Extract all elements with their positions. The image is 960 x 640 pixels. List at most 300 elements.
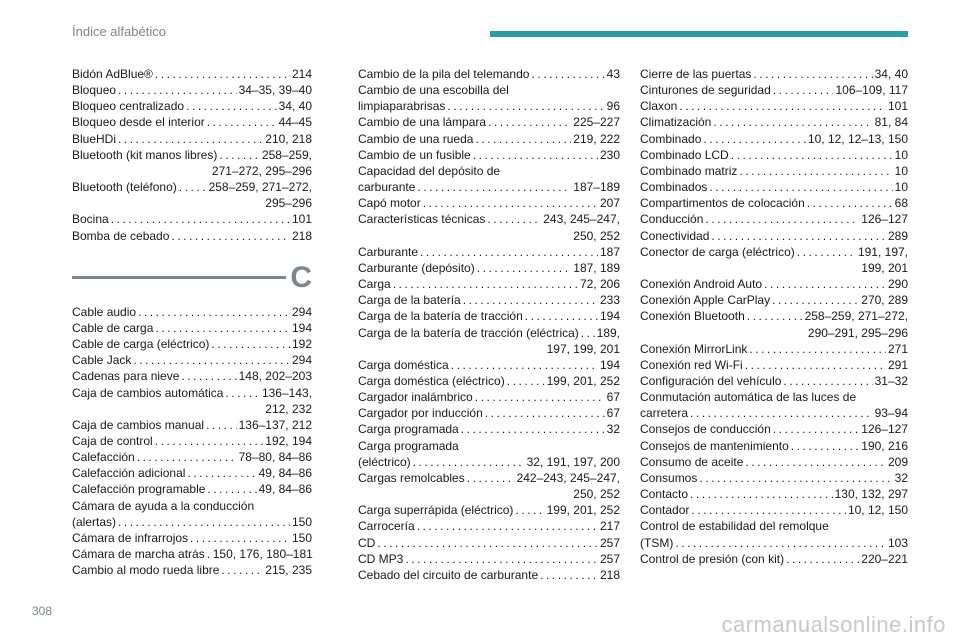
index-entry-row — [358, 454, 620, 470]
index-entry-pages: 49, 84–86 — [258, 466, 312, 481]
index-entry-text: Caja de control — [72, 433, 153, 448]
index-entry — [640, 551, 908, 567]
index-entry-text: Contador — [640, 503, 690, 518]
index-entry-pages-continued: 250, 252 — [573, 228, 620, 243]
index-entry — [640, 114, 908, 130]
dot-leader — [473, 147, 598, 163]
dot-leader — [477, 260, 572, 276]
index-entry-text: Capó motor — [358, 196, 421, 211]
dot-leader — [447, 98, 604, 114]
index-entry-text: Conexión Bluetooth — [640, 309, 745, 324]
index-entry-text: Capacidad del depósito de — [358, 163, 501, 178]
index-entry-pages: 194 — [291, 320, 312, 335]
index-entry-row — [640, 535, 908, 551]
index-entry — [358, 82, 620, 114]
index-entry-row — [358, 195, 620, 211]
index-entry-pages: 101 — [887, 99, 908, 114]
dot-leader — [745, 454, 886, 470]
index-entry — [358, 163, 620, 195]
index-entry-text: Cámara de infrarrojos — [72, 530, 189, 545]
index-entry — [72, 449, 312, 465]
index-entry-text: Carga — [358, 277, 391, 292]
index-entry-pages: 190, 216 — [861, 438, 908, 453]
index-entry — [640, 502, 908, 518]
index-entry-pages: 10 — [894, 147, 908, 162]
index-entry-text: Compartimentos de colocación — [640, 196, 805, 211]
index-entry — [358, 357, 620, 373]
index-entry-text: Cebado del circuito de carburante — [358, 567, 539, 582]
index-entry-pages: 242–243, 245–247, — [516, 470, 620, 485]
index-entry — [640, 211, 908, 227]
index-entry-row — [358, 292, 620, 308]
index-entry — [72, 320, 312, 336]
index-entry-pages: 271 — [887, 341, 908, 356]
dot-leader — [487, 211, 541, 227]
index-entry-row — [640, 82, 908, 98]
index-entry-pages: 207 — [599, 196, 620, 211]
index-entry-text: Configuración del vehículo — [640, 373, 782, 388]
index-entry-text: Caja de cambios automática — [72, 385, 224, 400]
index-entry-text: Cambio al modo rueda libre — [72, 563, 220, 578]
index-entry-row — [72, 228, 312, 244]
dot-leader — [423, 195, 598, 211]
index-column-2 — [358, 66, 620, 583]
index-entry-pages: 258–259, 271–272, — [208, 180, 312, 195]
index-entry-row — [358, 276, 620, 292]
dot-leader — [413, 454, 525, 470]
dot-leader — [405, 551, 598, 567]
index-entry-row — [640, 421, 908, 437]
index-entry-pages-continued: 295–296 — [265, 196, 312, 211]
dot-leader — [783, 373, 872, 389]
index-column-1 — [72, 66, 312, 578]
index-entry-row — [358, 567, 620, 583]
index-entry-row — [72, 530, 312, 546]
index-entry-pages: 258–259, 271–272, — [804, 309, 908, 324]
index-entry-text: Cable de carga (eléctrico) — [72, 337, 210, 352]
index-entry-text: Combinado — [640, 131, 702, 146]
index-entry-text: Climatización — [640, 115, 712, 130]
index-entry — [640, 66, 908, 82]
index-entry-text: Carga doméstica (eléctrico) — [358, 373, 505, 388]
dot-leader — [797, 244, 856, 260]
index-entry — [640, 82, 908, 98]
index-entry-row — [358, 518, 620, 534]
index-entry-pages: 32 — [894, 470, 908, 485]
dot-leader — [753, 66, 872, 82]
index-entry-pages: 31–32 — [874, 373, 908, 388]
index-entry-row — [358, 421, 620, 437]
index-entry-text: (eléctrico) — [358, 454, 411, 469]
index-entry-row — [358, 470, 620, 486]
index-entry — [358, 276, 620, 292]
index-entry — [358, 244, 620, 260]
index-entry — [640, 438, 908, 454]
index-entry-text: Bloqueo centralizado — [72, 99, 185, 114]
index-entry-pages: 32, 191, 197, 200 — [526, 454, 620, 469]
dot-leader — [699, 470, 892, 486]
index-entry-pages: 96 — [606, 99, 620, 114]
dot-leader — [393, 276, 578, 292]
index-entry — [72, 530, 312, 546]
dot-leader — [764, 276, 886, 292]
dot-leader — [488, 114, 571, 130]
index-entry-text: Características técnicas — [358, 212, 486, 227]
dot-leader — [709, 179, 892, 195]
index-entry-text: Cinturones de seguridad — [640, 83, 771, 98]
index-entry-row — [358, 147, 620, 163]
index-entry — [358, 114, 620, 130]
index-entry — [640, 98, 908, 114]
index-entry-text: Carrocería — [358, 519, 415, 534]
index-entry-text: Cambio de una escobilla del — [358, 83, 509, 98]
index-entry-text: Cámara de ayuda a la conducción — [72, 498, 255, 513]
index-entry-row — [72, 417, 312, 433]
index-entry-pages: 10, 12, 150 — [847, 503, 908, 518]
index-entry-row — [358, 211, 620, 227]
index-entry-pages: 194 — [599, 309, 620, 324]
index-entry-text: Cargador inalámbrico — [358, 390, 473, 405]
index-entry-text: carburante — [358, 180, 416, 195]
index-entry — [72, 433, 312, 449]
index-entry-text: Carburante (depósito) — [358, 260, 475, 275]
index-entry-text: Carga superrápida (eléctrico) — [358, 503, 514, 518]
index-entry-pages: 294 — [291, 304, 312, 319]
dot-leader — [773, 82, 834, 98]
index-entry-row — [640, 98, 908, 114]
index-entry — [640, 292, 908, 308]
index-entry-text: Consumo de aceite — [640, 454, 744, 469]
dot-leader — [225, 385, 260, 401]
dot-leader — [155, 66, 290, 82]
index-entry-row — [72, 179, 312, 195]
index-entry-pages: 34–35, 39–40 — [238, 83, 312, 98]
index-entry-text: limpiaparabrisas — [358, 99, 446, 114]
index-entry-pages: 215, 235 — [265, 563, 312, 578]
index-entry-pages: 101 — [291, 212, 312, 227]
index-entry — [358, 502, 620, 518]
index-entry-text: BlueHDi — [72, 131, 117, 146]
index-entry-pages: 43 — [606, 67, 620, 81]
index-entry — [640, 470, 908, 486]
index-entry-row — [640, 357, 908, 373]
index-entry-pages-continued: 250, 252 — [573, 487, 620, 502]
index-entry-pages: 192 — [291, 337, 312, 352]
index-entry — [358, 147, 620, 163]
index-entry — [358, 66, 620, 82]
index-entry-pages: 10 — [894, 163, 908, 178]
dot-leader — [417, 179, 571, 195]
dot-leader — [118, 131, 263, 147]
index-entry-pages: 199, 201, 252 — [546, 503, 620, 518]
index-entry-pages: 150 — [291, 530, 312, 545]
index-entry-row — [358, 535, 620, 551]
index-entry — [72, 352, 312, 368]
index-entry-text: Cambio de una lámpara — [358, 115, 487, 130]
index-entry-row — [358, 66, 620, 82]
index-entry-row — [640, 438, 908, 454]
index-entry-pages: 243, 245–247, — [543, 212, 620, 227]
index-entry — [640, 421, 908, 437]
index-entry-pages: 148, 202–203 — [238, 369, 312, 384]
index-entry-text: Carga de la batería de tracción (eléctrica) — [358, 325, 579, 340]
index-entry — [640, 163, 908, 179]
index-entry-pages: 67 — [606, 406, 620, 421]
index-entry-text: Conexión red Wi-Fi — [640, 357, 743, 372]
dot-leader — [137, 449, 237, 465]
index-entry-pages: 257 — [599, 535, 620, 550]
index-entry-row — [640, 373, 908, 389]
index-entry-pages: 187, 189 — [573, 260, 620, 275]
dot-leader — [171, 228, 290, 244]
index-entry — [72, 82, 312, 98]
index-entry — [640, 308, 908, 340]
dot-leader — [749, 341, 886, 357]
index-entry — [358, 292, 620, 308]
index-entry-row — [72, 465, 312, 481]
index-entry-pages: 194 — [599, 357, 620, 372]
index-entry-text: Calefacción programable — [72, 482, 206, 497]
index-entry-row — [640, 454, 908, 470]
index-entry-row — [640, 131, 908, 147]
index-entry-row — [358, 389, 620, 405]
index-entry-pages: 230 — [599, 147, 620, 162]
index-entry-row — [358, 373, 620, 389]
index-entry-text: Consumos — [640, 470, 698, 485]
index-entry-row — [72, 147, 312, 163]
dot-leader — [485, 405, 605, 421]
dot-leader — [179, 179, 207, 195]
section-letter: C — [290, 260, 312, 294]
index-entry-row — [72, 514, 312, 530]
dot-leader — [525, 308, 598, 324]
dot-leader — [807, 195, 893, 211]
index-entry-text: Claxon — [640, 99, 678, 114]
index-entry-text: Bocina — [72, 212, 109, 227]
dot-leader — [475, 389, 605, 405]
index-entry-text: Carga programada — [358, 438, 459, 453]
index-entry-text: Conexión Apple CarPlay — [640, 293, 771, 308]
dot-leader — [190, 530, 290, 546]
index-entry-text: Control de estabilidad del remolque — [640, 519, 829, 534]
index-entry — [640, 244, 908, 276]
dot-leader — [690, 405, 873, 421]
index-entry-pages-continued: 197, 199, 201 — [546, 341, 620, 356]
index-entry-row — [358, 260, 620, 276]
index-entry-row — [72, 320, 312, 336]
index-entry-text: Cargador por inducción — [358, 406, 483, 421]
index-entry — [640, 147, 908, 163]
dot-leader — [207, 114, 277, 130]
dot-leader — [219, 147, 260, 163]
dot-leader — [221, 562, 263, 578]
dot-leader — [461, 421, 605, 437]
index-entry — [640, 195, 908, 211]
index-entry-text: Calefacción adicional — [72, 466, 186, 481]
index-entry — [72, 211, 312, 227]
index-entry-text: Conducción — [640, 212, 704, 227]
index-entry-text: Cambio de la pila del telemando — [358, 67, 530, 81]
index-entry — [358, 131, 620, 147]
index-entry-row — [640, 147, 908, 163]
index-entry — [358, 438, 620, 470]
index-entry — [358, 308, 620, 324]
index-entry — [72, 481, 312, 497]
index-entry-row — [358, 244, 620, 260]
index-entry-row — [358, 502, 620, 518]
index-entry-text: Combinados — [640, 180, 708, 195]
watermark: carmanualsonline.info — [721, 612, 946, 637]
index-entry-row — [640, 470, 908, 486]
dot-leader — [515, 502, 544, 518]
index-entry — [72, 114, 312, 130]
index-entry-pages-continued: 212, 232 — [265, 401, 312, 416]
dot-leader — [531, 66, 604, 82]
index-entry-pages: 81, 84 — [874, 115, 908, 130]
dot-leader — [206, 417, 237, 433]
index-entry-row — [640, 308, 908, 324]
index-entry-pages: 136–143, — [261, 385, 312, 400]
index-entry-pages: 44–45 — [278, 115, 312, 130]
index-entry — [72, 98, 312, 114]
dot-leader — [786, 551, 859, 567]
dot-leader — [211, 336, 290, 352]
index-entry-pages: 192, 194 — [265, 433, 312, 448]
dot-leader — [747, 308, 803, 324]
index-entry-text: CD — [358, 535, 376, 550]
index-entry-pages: 189, — [596, 325, 620, 340]
dot-leader — [772, 292, 859, 308]
index-entry — [72, 147, 312, 179]
dot-leader — [711, 228, 886, 244]
index-entry-row — [72, 114, 312, 130]
index-entry-row — [358, 114, 620, 130]
index-entry — [72, 66, 312, 82]
index-entry — [72, 304, 312, 320]
dot-leader — [463, 292, 598, 308]
index-entry-text: Calefacción — [72, 450, 135, 465]
index-entry — [640, 131, 908, 147]
index-entry-row — [640, 195, 908, 211]
index-entry-text: Conector de carga (eléctrico) — [640, 244, 795, 259]
index-entry — [358, 421, 620, 437]
index-entry-text: Cambio de una rueda — [358, 131, 474, 146]
index-entry-text: Carga de la batería de tracción — [358, 309, 523, 324]
index-entry-row — [72, 385, 312, 401]
header-title: Índice alfabético — [72, 24, 166, 39]
header-accent-bar — [490, 31, 908, 37]
index-entry-text: Bloqueo — [72, 83, 117, 98]
index-entry — [640, 389, 908, 421]
index-entry-pages: 93–94 — [874, 406, 908, 421]
index-entry-pages: 126–127 — [861, 422, 908, 437]
index-entry — [72, 131, 312, 147]
index-entry — [358, 518, 620, 534]
dot-leader — [186, 98, 277, 114]
dot-leader — [133, 352, 290, 368]
dot-leader — [675, 535, 886, 551]
index-entry-pages: 218 — [599, 567, 620, 582]
index-entry-row — [358, 551, 620, 567]
index-entry-pages: 257 — [599, 551, 620, 566]
index-entry-text: Carburante — [358, 244, 419, 259]
index-entry — [640, 454, 908, 470]
index-entry-row — [640, 228, 908, 244]
index-entry-pages-continued: 290–291, 295–296 — [807, 325, 908, 340]
index-entry-pages: 191, 197, — [857, 244, 908, 259]
index-entry-pages: 10, 12, 12–13, 150 — [807, 131, 908, 146]
dot-leader — [705, 211, 859, 227]
index-entry — [72, 336, 312, 352]
index-entry — [358, 260, 620, 276]
dot-leader — [713, 114, 872, 130]
index-entry — [72, 498, 312, 530]
index-entry-pages: 136–137, 212 — [238, 417, 312, 432]
index-entry-row — [640, 405, 908, 421]
dot-leader — [118, 82, 237, 98]
index-entry-pages: 34, 40 — [874, 67, 908, 81]
index-entry-pages: 10 — [894, 180, 908, 195]
index-entry-pages: 106–109, 117 — [835, 83, 908, 98]
dot-leader — [155, 433, 264, 449]
dot-leader — [111, 211, 290, 227]
index-entry-row — [72, 481, 312, 497]
dot-leader — [118, 514, 290, 530]
index-entry-row — [72, 546, 312, 562]
index-entry-row — [358, 357, 620, 373]
index-entry-row — [72, 66, 312, 82]
index-entry-text: Bloqueo desde el interior — [72, 115, 205, 130]
index-entry-row — [358, 98, 620, 114]
index-entry-row — [640, 551, 908, 567]
section-heading — [72, 260, 312, 296]
dot-leader — [703, 131, 806, 147]
index-entry-text: Carga de la batería — [358, 293, 461, 308]
index-entry-text: Cámara de marcha atrás — [72, 547, 205, 562]
index-entry-pages: 289 — [887, 228, 908, 243]
index-entry — [640, 357, 908, 373]
index-entry-pages: 126–127 — [861, 212, 908, 227]
index-entry-pages: 150 — [291, 514, 312, 529]
index-entry — [358, 325, 620, 357]
dot-leader — [155, 320, 290, 336]
index-entry-row — [358, 405, 620, 421]
index-entry-pages: 67 — [606, 390, 620, 405]
index-entry-text: Conectividad — [640, 228, 710, 243]
dot-leader — [791, 438, 860, 454]
index-entry — [358, 389, 620, 405]
index-entry — [72, 562, 312, 578]
index-entry-pages: 209 — [887, 454, 908, 469]
dot-leader — [507, 373, 545, 389]
index-entry-row — [358, 179, 620, 195]
index-entry-pages: 199, 201, 252 — [546, 373, 620, 388]
index-entry-row — [358, 308, 620, 324]
index-entry-row — [640, 211, 908, 227]
index-entry-row — [72, 211, 312, 227]
dot-leader — [181, 368, 236, 384]
index-entry — [640, 179, 908, 195]
index-entry-pages: 78–80, 84–86 — [238, 450, 312, 465]
index-entry-pages-continued: 199, 201 — [861, 260, 908, 275]
index-entry — [640, 228, 908, 244]
index-entry-text: Cable de carga — [72, 320, 154, 335]
index-entry-text: CD MP3 — [358, 551, 404, 566]
index-entry-text: Conexión Android Auto — [640, 277, 763, 292]
dot-leader — [420, 244, 598, 260]
index-entry-text: Control de presión (con kit) — [640, 551, 785, 566]
index-entry — [72, 417, 312, 433]
